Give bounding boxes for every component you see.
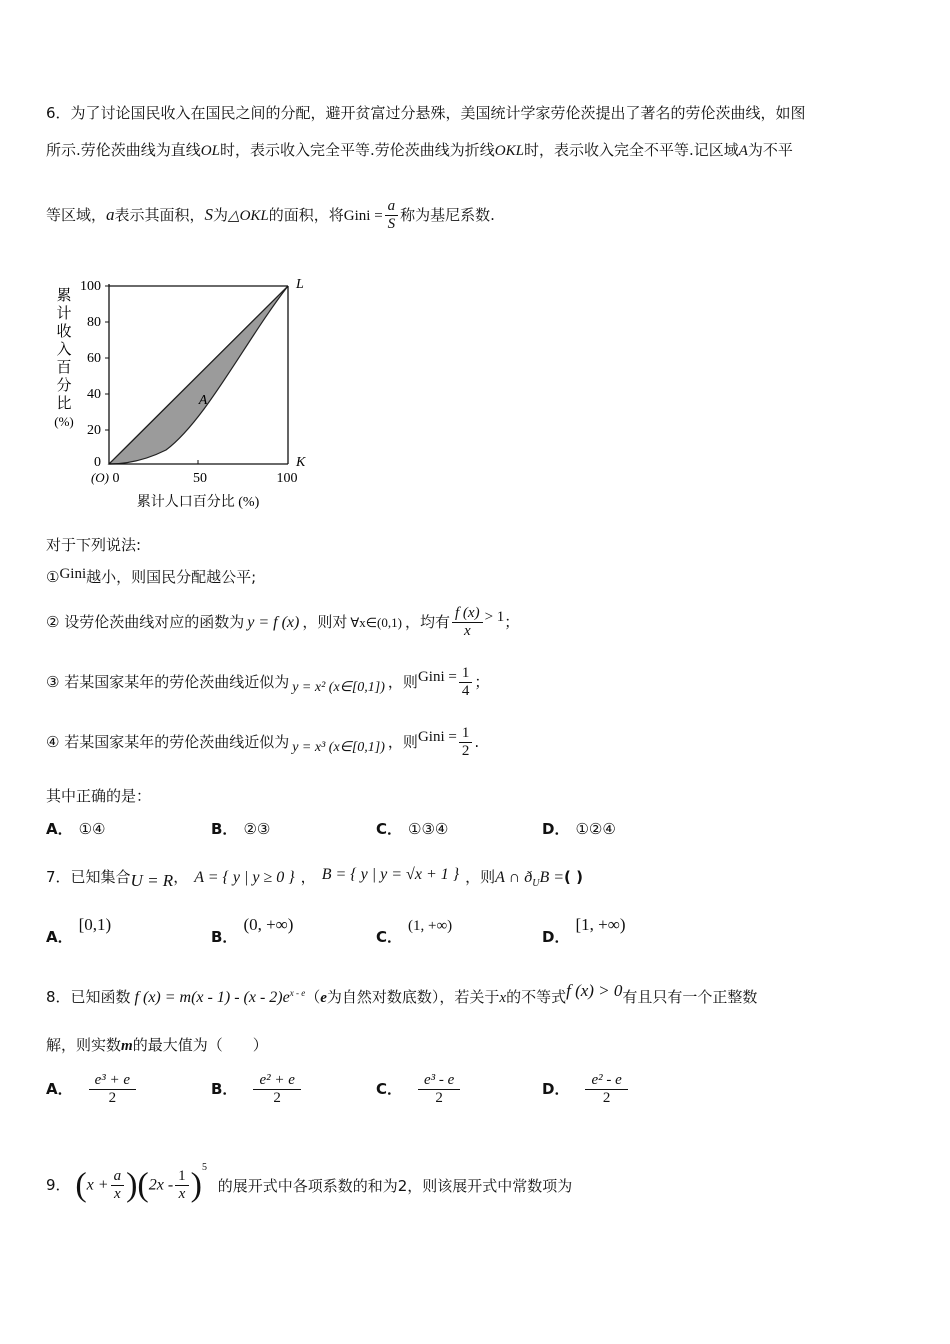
q6-frac-num: a [385, 198, 399, 216]
y-label-char: 百 [56, 360, 72, 376]
y-label-char: 分 [56, 378, 72, 394]
q8-text-f: 有且只有一个正整数 [622, 988, 758, 1006]
q7-option-d[interactable] [542, 914, 626, 946]
q7-set-U: U = R [130, 871, 174, 890]
q8-option-a[interactable] [46, 1072, 138, 1107]
q8-var-x: x [499, 990, 507, 1006]
frac-num: e² + e [253, 1072, 300, 1090]
option-label: B． [211, 928, 238, 946]
q9-paren-open-2: ( [137, 1166, 149, 1204]
frac-num: e³ - e [418, 1072, 460, 1090]
x-tick-label: 0 [112, 471, 120, 486]
s2-frac-num: f (x) [452, 605, 483, 623]
frac-den: 2 [273, 1090, 281, 1106]
q6-var-A: A [738, 143, 748, 159]
y-tick-label: 40 [87, 387, 101, 402]
q6-text-2c: 时，表示收入完全不平等.记区域 [523, 141, 739, 159]
q6-text-2b: 时，表示收入完全平等.劳伦茨曲线为折线 [219, 141, 495, 159]
q9-stem [46, 1162, 572, 1206]
q6-text-3d: 的面积，将 [268, 206, 344, 224]
y-label-unit: (%) [54, 414, 74, 429]
frac-den: 2 [108, 1090, 117, 1106]
y-tick-label: 0 [94, 455, 101, 470]
q6-line2 [46, 140, 793, 161]
x-tick-label: 50 [193, 471, 207, 486]
s2-frac-den: x [463, 623, 471, 639]
s4-text-b: ，则 [387, 733, 418, 751]
q8-var-e: e [320, 990, 327, 1006]
q9-expr2-fraction [175, 1168, 189, 1203]
q9-expr1-den: x [113, 1186, 121, 1202]
s3-function: y = x² (x∈[0,1]) [292, 680, 385, 695]
option-text: (1, +∞) [408, 918, 453, 934]
q6-var-OKL: OKL [494, 143, 524, 159]
q8-var-m: m [121, 1038, 133, 1054]
s4-function: y = x³ (x∈[0,1]) [292, 740, 385, 755]
s2-text-d: ； [504, 613, 520, 631]
s1-text: 越小，则国民分配越公平; [86, 568, 257, 586]
q6-var-OL: OL [200, 143, 220, 159]
s4-frac-num: 1 [459, 725, 473, 743]
point-L-label: L [296, 277, 304, 292]
y-tick-label: 20 [87, 423, 101, 438]
q6-text-1: 6．为了讨论国民收入在国民之间的分配，避开贫富过分悬殊，美国统计学家劳伦茨提出了著名的劳伦茨曲线，如图 [46, 104, 806, 122]
option-label: A． [46, 928, 73, 946]
option-label: A． [46, 820, 73, 838]
q9-text-a: 9． [46, 1176, 71, 1194]
s3-text-a: ③ 若某国家某年的劳伦茨曲线近似为 [46, 673, 290, 691]
s4-gini: Gini = [417, 729, 457, 745]
option-fraction [585, 1072, 627, 1107]
option-label: C． [376, 1080, 403, 1098]
y-label-char: 入 [56, 342, 72, 358]
option-label: D． [542, 928, 570, 946]
q6-statement-3 [46, 664, 489, 702]
s3-gini: Gini = [417, 669, 457, 685]
s1-num: ① [46, 568, 60, 586]
q7-expr: A ∩ ð [495, 869, 533, 886]
option-fraction [418, 1072, 460, 1107]
q7-option-b[interactable] [211, 914, 294, 946]
q9-expr1-fraction [111, 1168, 125, 1203]
x-tick-label: 100 [276, 471, 298, 486]
q6-text-3c: 为 [213, 206, 229, 224]
q8-stem-line2 [46, 1035, 268, 1056]
q6-gini: Gini = [343, 208, 383, 224]
q6-prompt [46, 535, 141, 555]
q9-paren-open-1: ( [75, 1166, 87, 1204]
q7-text-b: ， [173, 868, 189, 886]
q8-text-2b: 的最大值为（ ） [132, 1036, 268, 1054]
option-label: C． [376, 928, 403, 946]
s2-text-b: ，则对 [302, 613, 348, 631]
option-text: ②③ [243, 820, 271, 838]
y-label-char: 累 [56, 288, 72, 304]
s4-fraction [459, 725, 473, 760]
q7-text-a: 7．已知集合 [46, 868, 131, 886]
s2-gt: > 1 [484, 609, 505, 625]
s2-fraction [452, 605, 483, 640]
q6-option-d[interactable] [542, 818, 616, 839]
q8-function: f (x) = m(x - 1) - (x - 2)e [134, 989, 290, 1006]
q6-statement-4 [46, 724, 479, 762]
q8-function-exp: x - e [289, 988, 306, 998]
q6-frac-den: S [387, 216, 396, 232]
option-text: [1, +∞) [575, 915, 626, 934]
s3-frac-den: 4 [461, 683, 470, 699]
q6-text-2a: 所示.劳伦茨曲线为直线 [46, 141, 201, 159]
q9-expr2-den: x [178, 1186, 186, 1202]
q9-expr2-num: 1 [175, 1168, 189, 1186]
y-label-char: 计 [56, 306, 72, 322]
y-ticks [80, 279, 109, 470]
q9-expr1-num: a [111, 1168, 125, 1186]
option-fraction [253, 1072, 300, 1107]
q7-set-B: B = { y | y = √x + 1 } [321, 866, 460, 883]
q6-text-3e: 称为基尼系数. [400, 206, 495, 224]
q7-set-A: A = { y | y ≥ 0 } [194, 869, 295, 886]
q6-var-triangle: △OKL [228, 208, 269, 224]
option-text: [0,1) [78, 915, 112, 934]
frac-num: e² - e [585, 1072, 627, 1090]
q6-prompt-text: 对于下列说法: [46, 536, 142, 554]
q9-expr2-x: 2x - [148, 1176, 174, 1194]
q8-option-b[interactable] [211, 1072, 303, 1107]
line-OL [109, 286, 288, 464]
q6-option-a[interactable] [46, 818, 106, 839]
q8-text-a: 8．已知函数 [46, 988, 131, 1006]
q7-text-c: ， [300, 868, 316, 886]
q8-text-c: 为自然对数底数），若关于 [326, 988, 500, 1006]
s3-text-b: ，则 [387, 673, 418, 691]
q8-text-2a: 解，则实数 [46, 1036, 122, 1054]
q6-which-text: 其中正确的是： [46, 787, 152, 805]
q6-var-S: S [204, 205, 214, 224]
option-label: B． [211, 1080, 238, 1098]
q7-option-a[interactable] [46, 914, 112, 946]
s4-frac-den: 2 [461, 743, 470, 759]
y-label-char: 比 [56, 396, 72, 412]
q6-option-b[interactable] [211, 818, 270, 839]
point-K-label: K [296, 455, 306, 470]
q8-stem-line1 [46, 978, 757, 1013]
q6-text-3a: 等区域， [46, 206, 107, 224]
option-label: C． [376, 820, 403, 838]
q8-text-d: 的不等式 [506, 988, 567, 1006]
s2-forall: ∀x∈(0,1) [350, 615, 402, 630]
q9-paren-close-1: ) [126, 1166, 138, 1204]
region-A-label: A [198, 393, 208, 408]
q6-gini-fraction [385, 198, 399, 233]
s3-fraction [459, 665, 473, 700]
q6-which [46, 786, 151, 806]
q6-text-2d: 为不平 [747, 141, 793, 159]
option-fraction [89, 1072, 136, 1107]
y-tick-label: 60 [87, 351, 101, 366]
q9-power: 5 [201, 1162, 207, 1173]
y-axis-label [54, 287, 74, 429]
s2-text-a: ② 设劳伦茨曲线对应的函数为 [46, 613, 245, 631]
q9-expr1-x: x + [86, 1176, 109, 1194]
option-label: A． [46, 1080, 73, 1098]
frac-num: e³ + e [89, 1072, 136, 1090]
q6-text-3b: 表示其面积， [114, 206, 205, 224]
option-label: D． [542, 820, 570, 838]
q7-expr-b: B = [539, 869, 565, 886]
q7-option-c[interactable] [376, 914, 453, 946]
q6-statement-2 [46, 604, 519, 641]
option-text: ①②④ [575, 820, 616, 838]
q8-option-d[interactable] [542, 1072, 630, 1107]
q8-text-b: （ [305, 988, 321, 1006]
q7-expr-sub: U [532, 878, 540, 889]
q8-option-c[interactable] [376, 1072, 462, 1107]
x-axis-label: 累计人口百分比 (%) [136, 495, 260, 510]
option-label: D． [542, 1080, 570, 1098]
lorenz-curve-figure [46, 270, 326, 520]
s2-text-c: ，均有 [404, 613, 450, 631]
option-text: ①④ [78, 820, 106, 838]
q6-var-a: a [106, 205, 115, 224]
q6-statement-1 [46, 567, 256, 588]
q6-line1 [46, 103, 806, 123]
s4-text-a: ④ 若某国家某年的劳伦茨曲线近似为 [46, 733, 290, 751]
y-label-char: 收 [56, 324, 72, 340]
frac-den: 2 [602, 1090, 611, 1106]
q9-text-b: 的展开式中各项系数的和为2，则该展开式中常数项为 [217, 1176, 573, 1195]
q6-line3 [46, 198, 495, 233]
q6-option-c[interactable] [376, 818, 448, 839]
q9-paren-close-2: ) [190, 1166, 202, 1204]
frac-den: 2 [435, 1090, 443, 1106]
s3-text-c: ； [474, 673, 490, 691]
q7-text-d: ，则 [465, 868, 496, 886]
origin-label: (O) [90, 470, 110, 485]
q7-paren: ( ) [564, 868, 583, 886]
s4-text-c: . [474, 733, 480, 751]
y-tick-label: 80 [87, 315, 101, 330]
option-label: B． [211, 820, 238, 838]
q7-stem [46, 862, 583, 899]
y-tick-label: 100 [80, 279, 101, 294]
q8-inequality: f (x) > 0 [566, 981, 623, 1000]
option-text: ①③④ [408, 820, 449, 838]
s3-frac-num: 1 [459, 665, 473, 683]
s2-function: y = f (x) [247, 614, 300, 631]
s1-gini: Gini [59, 566, 87, 582]
option-text: (0, +∞) [243, 915, 294, 934]
